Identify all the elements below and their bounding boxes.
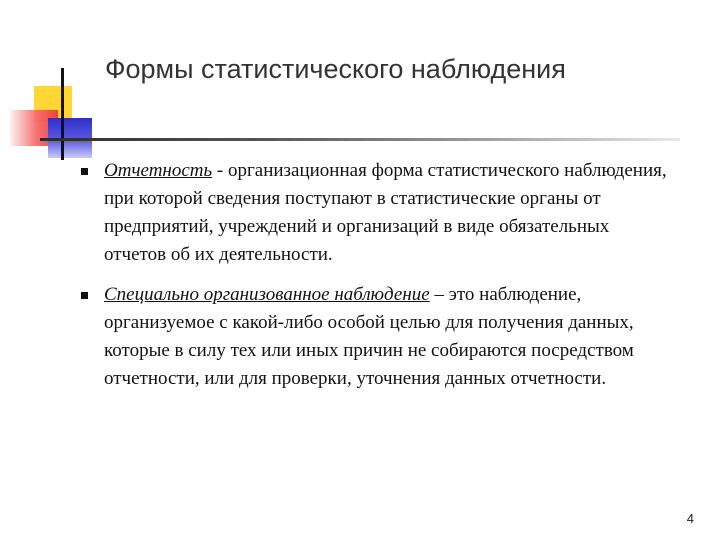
logo-vertical-line	[61, 68, 64, 160]
page-number: 4	[686, 511, 694, 526]
definition-reporting: организационная форма статистического наблюдения, при которой сведения поступают в статистические органы от предприятий, учреждений и организаций в виде обязательных отчетов об их деятельности.	[104, 160, 667, 265]
slide-title: Формы статистического наблюдения	[105, 54, 566, 84]
bullet-list	[78, 157, 668, 405]
term-reporting: Отчетность	[104, 160, 213, 181]
term-separator: -	[212, 160, 228, 181]
bullet-item-reporting	[78, 157, 668, 269]
term-special-observation: Специально организованное наблюдение	[104, 284, 430, 305]
bullet-item-special-observation	[78, 281, 668, 393]
square-bullet-icon	[81, 168, 88, 175]
term-separator: –	[429, 284, 449, 305]
title-underline-divider	[40, 138, 680, 141]
definition-special-observation: это наблюдение, организуемое с какой-либо особой целью для получения данных, которые в силу тех или иных причин не собираются посредством отчетности, или для проверки, уточнения данных отчетности.	[104, 284, 634, 389]
square-bullet-icon	[81, 292, 88, 299]
